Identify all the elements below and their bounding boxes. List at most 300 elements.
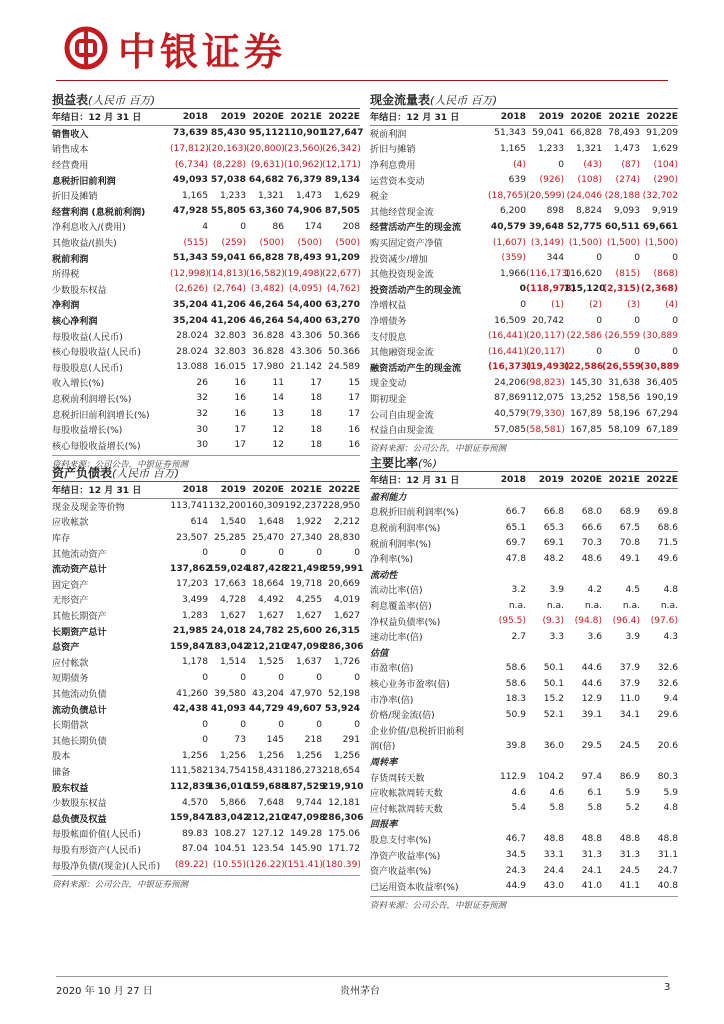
cell-value: 112.9 [499,772,526,783]
cell-value: 35,204 [172,299,208,310]
cell-value: 97.4 [581,772,602,783]
header-label: 年结日：12 月 31 日 [52,109,170,125]
cell-value: (868) [653,268,678,279]
cashflow-statement-panel [370,92,678,454]
table-row [370,598,678,614]
cell-value: 29.6 [657,709,678,720]
row-label: 企业价值/息税折旧前利 [370,726,465,737]
cell-value [488,488,526,504]
cell-value: 187,428 [246,563,288,574]
cell-value: 29.5 [581,740,602,751]
table-row [52,514,360,530]
row-label: 期初现金 [370,394,407,405]
cell-value: (126.22) [246,860,285,871]
cell-value: 31.3 [581,850,602,861]
table-row [52,344,360,360]
cell-value: 89.83 [181,828,208,839]
key-ratios-title [370,455,678,471]
cell-value: 5.2 [625,803,640,814]
row-label: 投资活动产生的现金流 [370,285,461,296]
table-row [52,250,360,266]
cell-value: 291 [342,735,360,746]
table-row [52,577,360,593]
table-row [52,282,360,298]
cell-value: 24.5 [619,740,640,751]
row-label: 息税前利润增长(%) [52,394,132,405]
cell-value: 2.7 [511,631,526,642]
cell-value: 5.9 [663,787,678,798]
cell-value: 228,950 [322,501,360,512]
cell-value: (17,812) [170,143,209,154]
row-label: 股本 [52,752,71,763]
cell-value: 4,019 [333,594,360,605]
cell-value: 0 [278,672,284,683]
cell-value: 31.3 [619,850,640,861]
cell-value: (9.3) [542,616,564,627]
cell-value: 68.0 [581,506,602,517]
cell-value: 21.142 [290,362,322,373]
cell-value: 4.6 [549,787,564,798]
cell-value: 132,200 [208,501,246,512]
cell-value: 41.1 [619,881,640,892]
row-label: 应收帐款周转天数 [370,789,443,800]
cell-value: 1,648 [257,516,284,527]
cell-value: 190,19 [646,393,678,404]
table-row [370,613,678,629]
cell-value: 1,233 [537,143,564,154]
cell-value: 32.6 [657,662,678,673]
cell-value: 18,664 [252,579,284,590]
cell-value: 1,165 [499,143,526,154]
income-statement-table [52,109,364,453]
table-header-row [52,482,360,498]
income-statement-panel [52,92,364,471]
table-row [52,670,360,686]
cell-value: 104.51 [214,844,246,855]
footer-rule [56,976,668,977]
cell-value: 12 [272,424,284,435]
cell-value: 67.5 [619,522,640,533]
cell-value: 68.9 [619,506,640,517]
cell-value: 12,181 [328,797,360,808]
cell-value: 137,862 [170,563,212,574]
cell-value: (16,582) [246,268,285,279]
cell-value: (20,117) [526,346,565,357]
cell-value: 9,919 [651,206,678,217]
cell-value: 112,075 [526,393,564,404]
table-row [52,764,360,780]
cell-value [526,488,564,504]
table-row [52,297,360,313]
row-label: 经营利润 (息税前利润) [52,207,146,218]
row-label: 息税前利润率(%) [370,524,441,535]
brand-name: 中银证券 [118,28,287,74]
cell-value: 16 [234,377,246,388]
row-label: 润(倍) [370,742,396,753]
cell-value [526,567,564,583]
cell-value: 34.1 [619,709,640,720]
section-row [370,816,678,832]
table-header-row [52,109,360,125]
cell-value: 24.4 [543,865,564,876]
cell-value: (2) [589,299,602,310]
table-row [370,738,678,754]
cell-value: (20,800) [246,143,285,154]
row-label: 其他投资现金流 [370,270,434,281]
row-label: 折旧与摊销 [370,145,416,156]
row-label: 流动资产总计 [52,565,107,576]
cell-value: 183,042 [208,641,250,652]
cell-value: 3.6 [587,631,602,642]
cell-value: (515) [183,237,208,248]
balance-sheet-title-text: 资产负债表 [52,466,113,480]
cell-value: 1,540 [219,516,246,527]
section-row [370,567,678,583]
table-row [370,391,678,407]
header-label: 年结日：12 月 31 日 [370,472,488,488]
row-label: 其他融资现金流 [370,348,434,359]
row-label: 所得税 [52,270,80,281]
cell-value: 52.1 [543,709,564,720]
table-row [370,360,678,376]
table-row [370,328,678,344]
cell-value: 24,206 [494,377,526,388]
cell-value: 167,85 [570,424,602,435]
source-note: 资料来源：公司公告，中银证券预测 [370,439,678,454]
cell-value: 46.7 [505,834,526,845]
table-row [52,375,360,391]
cell-value: 3.9 [625,631,640,642]
cashflow-statement-title-text: 现金流量表 [370,93,431,107]
table-row [52,141,360,157]
row-label: 销售成本 [52,145,89,156]
cell-value: 18 [310,393,322,404]
cell-value: 28,830 [328,532,360,543]
header-year: 2020E [564,472,602,488]
cell-value: 0 [520,299,526,310]
section-row [370,488,678,504]
cell-value: 11 [272,377,284,388]
cell-value [602,488,640,504]
table-row [370,125,678,141]
cell-value: 221,498 [284,563,326,574]
cell-value: (20,599) [526,190,565,201]
header-year: 2018 [488,472,526,488]
row-label: 息税折旧前利润 [52,176,116,187]
cell-value: 0 [240,548,246,559]
cell-value: 1,627 [257,610,284,621]
cell-value: 25,600 [286,626,322,637]
cashflow-statement-title [370,92,678,108]
cell-value: 1,637 [295,657,322,668]
cell-value: 5.8 [587,803,602,814]
cell-value: 34.5 [505,850,526,861]
cell-value [564,754,602,770]
cell-value: 71.5 [657,538,678,549]
income-statement-title-text: 损益表 [52,93,89,107]
table-row [52,608,360,624]
row-label: 每股股息(人民币) [52,363,123,374]
table-row [370,219,678,235]
table-row [370,157,678,173]
cell-value: 4 [202,221,208,232]
cell-value: 50.9 [505,709,526,720]
cell-value: 1,321 [575,143,602,154]
cell-value: 0 [202,719,208,730]
cell-value [564,645,602,661]
cell-value: 26 [196,377,208,388]
row-label: 净利润 [52,301,80,312]
header-year: 2022E [640,472,678,488]
row-label: 固定资产 [52,580,89,591]
cell-value: 43.0 [543,881,564,892]
header-year: 2018 [170,482,208,498]
table-row [52,779,360,795]
cell-value: 31,638 [608,377,640,388]
cell-value: 174 [304,221,322,232]
key-ratios-unit: (%) [418,457,438,470]
cell-value: 0 [634,253,640,264]
row-label: 净利息费用 [370,161,416,172]
cell-value: 24.589 [328,362,360,373]
cell-value: 115,120 [564,284,606,295]
cell-value: 50.1 [543,662,564,673]
row-label: 回报率 [370,820,398,831]
cell-value: 50.366 [328,331,360,342]
row-label: 核心每股收益增长(%) [52,441,141,452]
table-row [370,141,678,157]
cell-value: 639 [508,175,526,186]
cell-value: 48.8 [657,834,678,845]
cell-value: 17,203 [176,579,208,590]
table-row [370,313,678,329]
table-row [370,660,678,676]
cell-value: 0 [316,672,322,683]
cell-value: 41.0 [581,881,602,892]
cell-value: 0 [354,672,360,683]
cell-value: 171.72 [328,844,360,855]
cell-value: 39.8 [505,740,526,751]
footer-date: 2020 年 10 月 27 日 [56,986,153,997]
cell-value: 0 [202,548,208,559]
cell-value: 43.306 [290,331,322,342]
row-label: 市盈率(倍) [370,664,414,675]
bank-of-china-logo-icon [64,26,108,70]
cell-value: 30 [196,440,208,451]
cell-value: 48.8 [619,834,640,845]
cell-value: (24,046 [566,190,602,201]
cell-value: (2,626) [174,284,208,295]
header-year: 2020E [246,482,284,498]
row-label: 运营资本变动 [370,176,425,187]
row-label: 核心业务市盈率(倍) [370,680,450,691]
row-label: 融资活动产生的现金流 [370,363,461,374]
table-row [52,406,360,422]
cell-value: 36,405 [646,377,678,388]
cell-value: 110,901 [284,128,326,139]
row-label: 盈利能力 [370,492,407,503]
cell-value: 159,847 [170,641,212,652]
row-label: 长期借款 [52,721,89,732]
table-row [52,686,360,702]
cell-value: 63,270 [324,299,360,310]
cell-value: 59,041 [532,128,564,139]
cell-value: 28.024 [176,346,208,357]
row-label: 估值 [370,648,389,659]
cell-value: (151.41) [284,860,323,871]
row-label: 收入增长(%) [52,379,105,390]
cell-value: (14,813) [208,268,247,279]
cell-value [488,754,526,770]
cell-value: 27,340 [290,532,322,543]
cell-value: 4.6 [511,787,526,798]
cell-value: (1,500) [568,237,602,248]
cell-value: 212,210 [246,813,288,824]
header-year: 2020E [564,109,602,125]
cell-value: 63,360 [248,206,284,217]
cell-value: 86.9 [619,772,640,783]
table-row [52,125,360,141]
cell-value: (500) [259,237,284,248]
cell-value: (16,441) [488,331,527,342]
cell-value: 40,579 [490,221,526,232]
table-row [370,847,678,863]
cell-value: 127,647 [322,128,364,139]
cell-value: 0 [240,672,246,683]
cell-value: 73,639 [172,128,208,139]
cell-value: 57,038 [210,175,246,186]
table-row [370,282,678,298]
cell-value: 51,343 [172,253,208,264]
cell-value: 219,910 [322,782,364,793]
cell-value: (16,441) [488,346,527,357]
cell-value: (30,889 [642,331,678,342]
row-label: 税前利润率(%) [370,539,432,550]
cell-value: 13 [272,409,284,420]
cell-value: 4.8 [663,584,678,595]
cell-value: 41,093 [210,704,246,715]
row-label: 税金 [370,192,389,203]
cell-value: (2,764) [212,284,246,295]
cell-value: n.a. [584,600,602,611]
cell-value: 73 [234,735,246,746]
cell-value: (98,823) [526,377,565,388]
cell-value: 58,109 [608,424,640,435]
cell-value: 4,255 [295,594,322,605]
cell-value: 42,438 [172,704,208,715]
cell-value: 60,511 [604,221,640,232]
cell-value: (18,765) [488,190,527,201]
table-row [52,842,360,858]
table-row [52,545,360,561]
cell-value: 41,206 [210,299,246,310]
cell-value [602,567,640,583]
cell-value: 104.2 [537,772,564,783]
table-row [52,437,360,453]
income-statement-title [52,92,360,108]
header-year: 2022E [322,109,360,125]
row-label: 每股有形资产(人民币) [52,845,141,856]
cell-value: 16.015 [214,362,246,373]
cell-value: 0 [596,346,602,357]
cell-value: 55,805 [210,206,246,217]
cell-value [526,723,564,739]
header-year: 2019 [526,472,564,488]
cell-value: 1,726 [333,657,360,668]
cell-value: 46,264 [248,299,284,310]
balance-sheet-unit: (人民币 百万) [112,467,180,480]
header-year: 2021E [602,472,640,488]
cell-value: 15.2 [543,694,564,705]
cell-value: (6,734) [174,159,208,170]
cell-value: 158,431 [246,766,284,777]
cell-value: 286,306 [322,813,364,824]
cell-value [564,816,602,832]
row-label: 流动负债总计 [52,705,107,716]
cell-value: (359) [501,253,526,264]
cell-value: (274) [615,175,640,186]
cell-value: 2,212 [333,516,360,527]
table-row [52,498,360,514]
cell-value: (1,500) [606,237,640,248]
cell-value: 49.1 [619,553,640,564]
cell-value: 0 [672,346,678,357]
cell-value: 32 [196,393,208,404]
row-label: 支付股息 [370,332,407,343]
row-label: 净利息收入/(费用) [52,223,126,234]
cell-value: 48.8 [581,834,602,845]
table-row [52,748,360,764]
cell-value: 167,89 [570,409,602,420]
cell-value: n.a. [508,600,526,611]
cell-value: (2,315) [602,284,640,295]
row-label: 存货周转天数 [370,773,425,784]
cell-value: 66.7 [505,506,526,517]
table-row [370,250,678,266]
cell-value: 67,294 [646,409,678,420]
cell-value: 898 [546,206,564,217]
cell-value [602,754,640,770]
table-row [52,561,360,577]
cell-value: 0 [316,719,322,730]
cell-value: 159,847 [170,813,212,824]
row-label: 公司自由现金流 [370,410,434,421]
cell-value: 16,509 [494,315,526,326]
cell-value: 18 [310,440,322,451]
cell-value: 0 [672,253,678,264]
row-label: 总负债及权益 [52,814,107,825]
row-label: 流动比率(倍) [370,586,423,597]
cell-value: (180.39) [322,860,361,871]
balance-sheet-panel [52,465,364,890]
section-row [370,754,678,770]
row-label: 核心净利润 [52,317,98,328]
cell-value: 17 [348,409,360,420]
cell-value: 54,400 [286,299,322,310]
cell-value [602,816,640,832]
cell-value: (26,559 [604,331,640,342]
cell-value: 58.6 [505,678,526,689]
row-label: 经营活动产生的现金流 [370,223,461,234]
table-row [52,733,360,749]
table-row [52,701,360,717]
cell-value: 39,580 [214,688,246,699]
cell-value: 52,775 [566,221,602,232]
row-label: 短期债务 [52,674,89,685]
row-label: 市净率(倍) [370,695,414,706]
cell-value: 3.2 [511,584,526,595]
cell-value: 50.1 [543,678,564,689]
